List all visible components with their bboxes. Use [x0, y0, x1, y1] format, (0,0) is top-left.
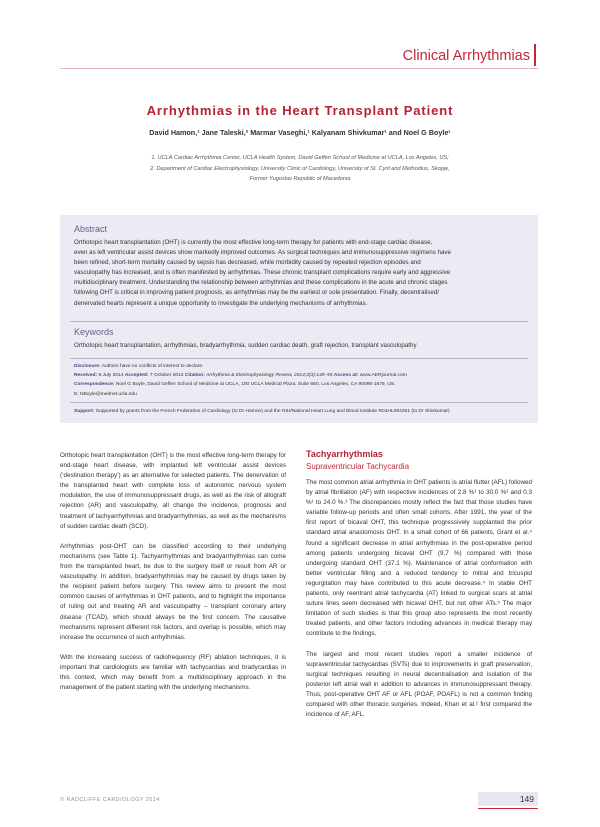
author-list: David Hamon,¹ Jane Taleski,² Marmar Vaseghi,¹ Kalyanam Shivkumar¹ and Noel G Boyle¹ [149, 128, 451, 137]
email-line: E: NBoyle@mednet.ucla.edu [74, 392, 137, 397]
section-label: Clinical Arrhythmias [402, 48, 530, 64]
abstract-line: multidisciplinary treatment. Understanding the relationship between arrhythmias and these complications in the acute and chronic stages [74, 279, 448, 287]
support-line: Support: Supported by grants from the French Federation of Cardiology (to Dr Hamon) and the NIH/National Heart Lung and Blood Institute R01HL084261 (to Dr Shivkumar) [74, 409, 450, 414]
affiliation-line: 2. Department of Cardiac Electrophysiology, University Clinic of Cardiology, University of St. Cyril and Methodius, Skopje, [150, 165, 450, 172]
abstract-line: been refined, short-term mortality caused by sepsis has decreased, while morbidity caused by repeated rejection episodes and [74, 259, 421, 267]
dates-line: Received: 8 July 2014 Accepted: 7 October 2014 Citation: Arrhythmia & Electrophysiology Review, 2014;3(3):149–55 Access at: www.AERjournal.com [74, 373, 407, 378]
body-left-column [60, 451, 286, 703]
disclosure-line: Disclosure: Authors have no conflicts of interest to declare. [74, 364, 204, 369]
affiliations [0, 153, 600, 185]
page-rule [478, 808, 538, 809]
section-heading: Tachyarrhythmias [306, 449, 383, 459]
abstract-line: following OHT is critical in improving patient prognosis, as arrhythmias may be the earliest or sole presentation. Finally, decentralised/ [74, 289, 439, 297]
keywords-text: Orthotopic heart transplantation, arrhythmias, bradyarrhythmia, sudden cardiac death, graft rejection, transplant vasculopathy [74, 342, 417, 349]
copyright: © RADCLIFFE CARDIOLOGY 2014 [60, 797, 160, 803]
body-paragraph: With the increasing success of radiofrequency (RF) ablation techniques, it is important that cardiologists are familiar with tachycardias and bradycardias in this context, which may benefit from a multidisciplinary approach in the management of the patient starting with the underlying mechanisms. [60, 653, 286, 692]
body-paragraph: Arrhythmias post-OHT can be classified according to their underlying mechanisms (see Table 1). Tachyarrhythmias and bradyarrhythmias can come from the transplanted heart, be due to the surgery itself or result from AR or vasculopathy. In addition, bradyarrhythmias may be caused by drugs taken by the recipient patient before surgery. This review aims to present the most common causes of arrhythmias in OHT patients, and to highlight the importance of ruling out and treating AR and vasculopathy – transplant coronary artery disease (TCAD), which should always be the first concern. The causative mechanisms represent different risk factors, and overlap is possible, which may increase the occurrence of such arrhythmias. [60, 542, 286, 641]
box-divider [70, 358, 528, 359]
body-paragraph: The most common atrial arrhythmia in OHT patients is atrial flutter (AFL) followed by atrial fibrillation (AF) with respective incidences of 2.8 %¹ to 30.0 %² and 0.3 %¹ to 24.0 %.³ The discrepancies mostly reflect the fact that those studies have variable follow-up periods and often small cohorts. After 1991, the year of the first report of bicaval OHT, this technique progressively supplanted the prior standard atrial anastomosis OHT. In a small cohort of 66 patients, Grant et al.⁴ found a significant decrease in atrial arrhythmias in the post-operative period among patients undergoing bicaval OHT (9.7 %) compared with those undergoing standard OHT (37.1 %). Maintenance of atrial conformation with better ventricular filling and a reduced tendency to mitral and tricuspid regurgitation may have contributed to this acute decrease.⁴ In stable OHT patients, only reentrant atrial tachycardia (AT) linked to surgical scars at atrial suture lines seem decreased with bicaval OHT, but not other ATs.⁵ The major limitation of such studies is that this group also represents the most recently treated patients, and other factors including advances in medical therapy may contribute to the findings. [306, 479, 532, 638]
abstract-line: even as left ventricular assist devices show markedly improved outcomes. As surgical techniques and immunosuppressive regimens have [74, 249, 451, 257]
section-rule [534, 44, 536, 66]
article-title: Arrhythmias in the Heart Transplant Patient [146, 103, 454, 118]
body-paragraph: The largest and most recent studies report a smaller incidence of supraventricular tachycardias (SVTs) due to improvements in graft preservation, surgical techniques resulting in neural decentralisation and isolation of the posterior left atrial wall in addition to advances in immunosuppressant therapy. Thus, post-operative OHT AF or AFL (POAF, POAFL) is not a common finding compared with other thoracic surgeries. Indeed, Khan et al.¹ first compared the incidence of AF, AFL, [306, 650, 532, 719]
abstract-heading: Abstract [74, 224, 108, 234]
abstract-line: Orthotopic heart transplantation (OHT) is currently the most effective long-term therapy for patients with end-stage cardiac disease, [74, 239, 433, 246]
keywords-heading: Keywords [74, 327, 114, 337]
section-subheading: Supraventricular Tachycardia [306, 462, 410, 471]
abstract-line: vasculopathy has increased, and is often manifested by arrhythmias. These chronic transplant complications require early and aggressive [74, 269, 451, 277]
abstract-line: denervated hearts represent a unique opportunity to investigate the underlying mechanisms of arrhythmias. [74, 299, 368, 307]
body-right-column [306, 478, 532, 730]
box-divider [70, 402, 528, 403]
top-band [0, 0, 600, 42]
affiliation-line: 1. UCLA Cardiac Arrhythmia Center, UCLA Health System, David Geffen School of Medicine at UCLA, Los Angeles, US; [151, 155, 449, 161]
abstract-text [74, 238, 526, 309]
affiliation-line: Former Yugoslav Republic of Macedonia [249, 176, 351, 182]
page-number: 149 [478, 792, 538, 806]
correspondence-line: Correspondence: Noel G Boyle, David Geffen School of Medicine at UCLA, 100 UCLA Medical Plaza, Suite 660, Los Angeles, CA 90095-1679, US. [74, 382, 396, 387]
box-divider [70, 321, 528, 322]
journal-link[interactable]: www.AERjournal.com [359, 373, 407, 378]
header-rule [60, 68, 538, 69]
body-paragraph: Orthotopic heart transplantation (OHT) is the most effective long-term therapy for end-stage heart disease, with implanted left ventricular assist devices (‘destination therapy’) as an alternative for selected patients. The denervation of the transplanted heart with complete loss of autonomic nervous system modulation, the use of immunosuppressant drugs, as well as the risk of allograft rejection (AR) and vasculopathy, all change the incidence, prognosis and treatment of tachyarrhythmias and bradyarrhythmias, as well as the mechanisms of sudden cardiac death (SCD). [60, 452, 286, 530]
